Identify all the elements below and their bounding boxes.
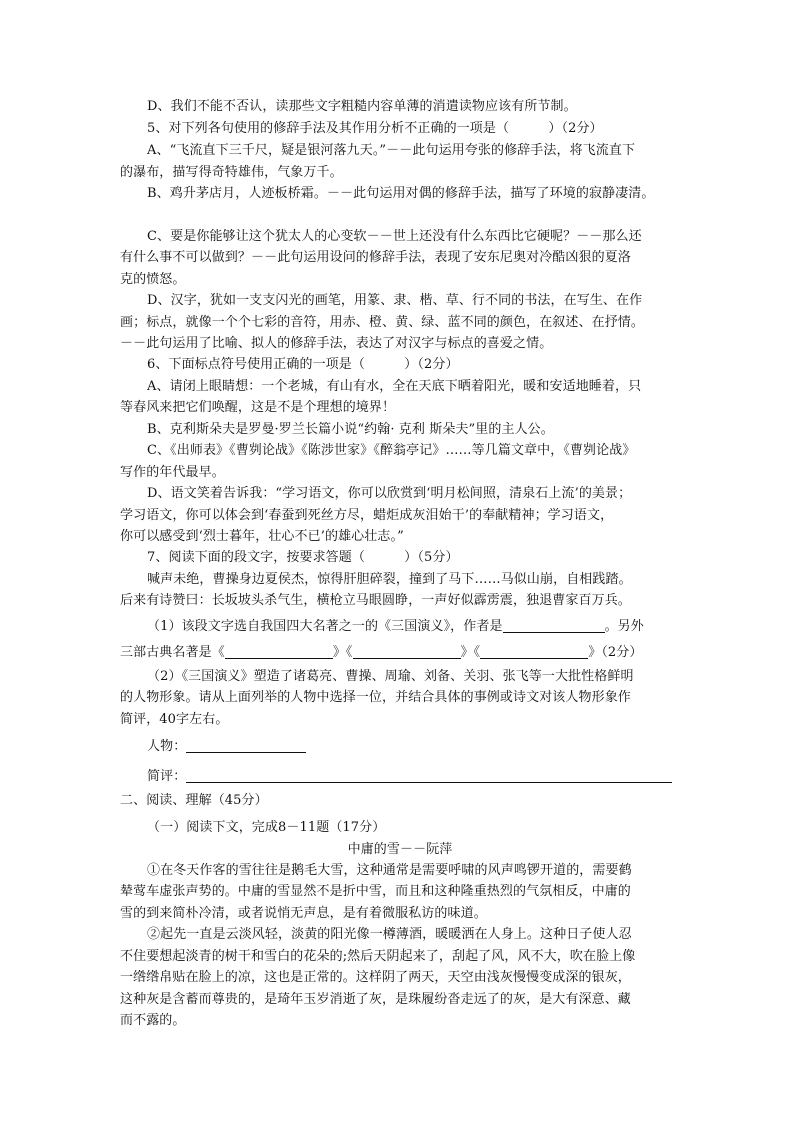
q6-option-d-line2: 学习语文，你可以体会到‘春蚕到死丝方尽，蜡炬成灰泪始干’的奉献精神；学习语文， (120, 508, 614, 523)
q6-option-c-line2: 写作的年代最早。 (120, 465, 225, 480)
q6-option-c-line1: C、《出师表》《曹刿论战》《陈涉世家》《醉翁亭记》……等几篇文章中，《曹刿论战》 (147, 443, 636, 458)
q5-option-b-line1: B、鸡升茅店月，人迹板桥霜。－－此句运用对偶的修辞手法，描写了环境的寂静凄清。 (147, 186, 655, 201)
q7-passage-line2: 后来有诗赞曰：长坂坡头杀气生，横枪立马眼圆睁，一声好似霹雳震，独退曹家百万兵。 (120, 593, 631, 608)
article-p2-line1: ②起先一直是云淡风轻，淡黄的阳光像一樽薄酒，暖暖洒在人身上。这种日子使人忍 (147, 927, 632, 942)
q5-option-c-line3: 克的愤怒。 (120, 272, 186, 287)
q5-option-a-line1: A、“飞流直下三千尺，疑是银河落九天。”－－此句运用夸张的修辞手法，将飞流直下 (147, 143, 636, 158)
q5-option-a-line2: 的瀑布，描写得奇特雄伟，气象万千。 (120, 165, 343, 180)
comment-answer-blank[interactable] (186, 767, 672, 783)
classic-novel-blank-2[interactable] (353, 643, 461, 659)
article-p2-line5: 而不露的。 (120, 1013, 186, 1028)
q5-stem: 5、对下列各句使用的修辞手法及其作用分析不正确的一项是（ ）（2分） (147, 121, 603, 136)
q7-stem: 7、阅读下面的段文字，按要求答题（ ）（5分） (147, 550, 459, 565)
article-p1-line2: 辇莺车虚张声势的。中庸的雪显然不是折中雪，而且和这种隆重热烈的气氛相反，中庸的 (120, 884, 631, 899)
person-label: 人物： (147, 739, 187, 754)
q7-sub1-sep-2: 》《 (460, 645, 481, 660)
q6-option-a-line1: A、请闭上眼睛想：一个老城，有山有水，全在天底下晒着阳光，暖和安适地睡着，只 (147, 379, 642, 394)
q5-option-d-line1: D、汉字，犹如一支支闪光的画笔，用篆、隶、楷、草、行不同的书法，在写生、在作 (147, 293, 643, 308)
article-p1-line3: 雪的到来简朴冷清，或者说悄无声息，是有着微服私访的味道。 (120, 906, 487, 921)
q7-sub1-line2 (120, 642, 680, 663)
person-answer-row (147, 736, 680, 757)
q5-option-c-line1: C、要是你能够让这个犹太人的心变软－－世上还没有什么东西比它硬呢？－－那么还 (147, 229, 642, 244)
article-p2-line2: 不住要想起淡青的树干和雪白的花朵的;然后天阴起来了，刮起了风，风不大，吹在脸上像 (120, 949, 636, 964)
classic-novel-blank-3[interactable] (480, 643, 588, 659)
q5-option-d-line3: －－此句运用了比喻、拟人的修辞手法，表达了对汉字与标点的喜爱之情。 (120, 336, 553, 351)
q5-option-c-line2: 有什么事不可以做到？－－此句运用设问的修辞手法，表现了安东尼奥对冷酷凶狠的夏洛 (120, 250, 631, 265)
classic-novel-blank-1[interactable] (225, 643, 333, 659)
q6-option-a-line2: 等春风来把它们唤醒，这是不是个理想的境界！ (120, 400, 396, 415)
q6-stem: 6、下面标点符号使用正确的一项是（ ）（2分） (147, 357, 459, 372)
q5-option-d-line2: 画；标点，就像一个个七彩的音符，用赤、橙、黄、绿、蓝不同的颜色，在叙述、在抒情。 (120, 315, 645, 330)
q7-sub1-sep-1: 》《 (332, 645, 353, 660)
q4-option-d: D、我们不能不否认，读那些文字粗糙内容单薄的消遣读物应该有所节制。 (147, 99, 577, 114)
comment-label: 简评： (147, 769, 187, 784)
q7-passage-line1: 喊声未绝，曹操身边夏侯杰，惊得肝胆碎裂，撞到了马下……马似山崩，自相践踏。 (147, 572, 632, 587)
q6-option-b-line1: B、克利斯朵夫是罗曼·罗兰长篇小说“约翰· 克利 斯朵夫”里的主人公。 (147, 422, 554, 437)
article-p2-line3: 一绺绺帛贴在脸上的凉，这也是正常的。这样阴了两天，天空由浅灰慢慢变成深的银灰， (120, 970, 631, 985)
q6-option-d-line3: 你可以感受到‘烈士暮年，壮心不已’的雄心壮志。” (120, 529, 404, 544)
q7-sub1-line1 (147, 616, 680, 637)
q7-sub2-line1: （2）《三国演义》塑造了诸葛亮、曹操、周瑜、刘备、关羽、张飞等一大批性格鲜明 (147, 669, 634, 684)
section2-heading: 二、阅读、理解（45分） (120, 793, 268, 808)
comment-answer-row (147, 766, 680, 787)
article-p2-line4: 这种灰是含蓄而尊贵的，是琦年玉岁消逝了灰，是珠履纷沓走远了的灰，是大有深意、藏 (120, 992, 631, 1007)
person-answer-blank[interactable] (186, 737, 306, 753)
q7-sub2-line3: 简评，40字左右。 (120, 712, 229, 727)
q6-option-d-line1: D、语文笑着告诉我：“学习语文，你可以欣赏到‘明月松间照，清泉石上流’的美景； (147, 486, 632, 501)
q7-sub1-end: 》（2分） (588, 645, 643, 660)
q7-sub1-text-a: （1）该段文字选自我国四大名著之一的《三国演义》，作者是 (147, 619, 503, 634)
section2-part1: （一）阅读下文，完成8－11题（17分） (147, 820, 386, 835)
q7-sub1-text-b: 。另外 (604, 619, 644, 634)
q7-sub2-line2: 的人物形象。请从上面列举的人物中选择一位，并结合具体的事例或诗文对该人物形象作 (120, 690, 631, 705)
article-p1-line1: ①在冬天作客的雪往往是鹅毛大雪，这种通常是需要呼啸的风声鸣锣开道的，需要鹤 (147, 863, 632, 878)
article-title: 中庸的雪－－阮萍 (347, 842, 453, 857)
author-answer-blank[interactable] (503, 617, 605, 633)
q7-sub1-text-c: 三部古典名著是《 (120, 645, 225, 660)
